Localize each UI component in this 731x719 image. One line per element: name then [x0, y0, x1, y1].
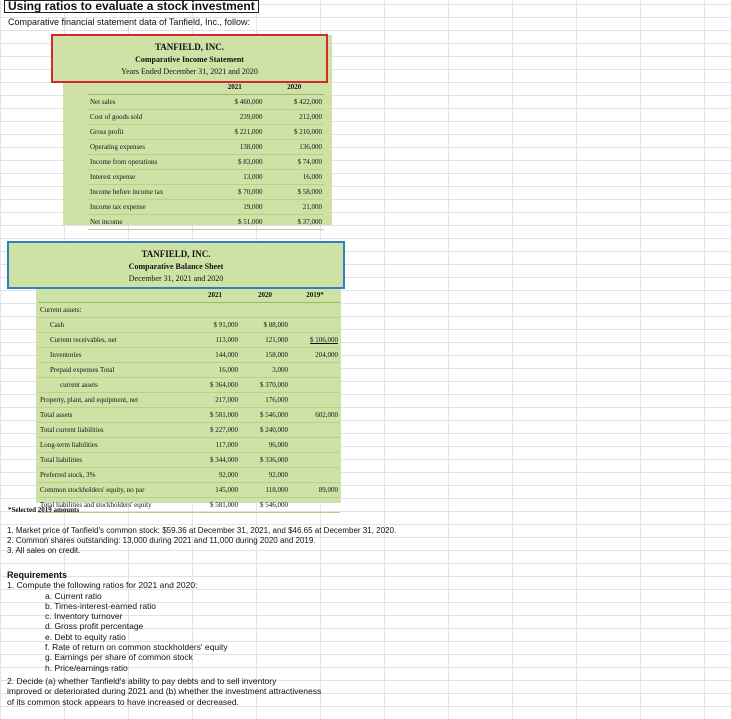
table-row: Gross profit $ 221,000 $ 210,000 [88, 125, 324, 140]
table-row: Preferred stock, 3% 92,000 92,000 [38, 468, 340, 483]
requirements [7, 570, 321, 707]
table-row: Income before income tax $ 70,000 $ 58,000 [88, 185, 324, 200]
is-company: TANFIELD, INC. [154, 42, 225, 52]
page-title: Using ratios to evaluate a stock investment [4, 0, 259, 13]
table-row: Total liabilities $ 344,000 $ 336,000 [38, 453, 340, 468]
bs-col-2020: 2020 [240, 288, 290, 303]
income-statement-table [88, 80, 324, 230]
list-item: e. Debt to equity ratio [45, 631, 126, 642]
table-row: Long-term liabilities 117,000 96,000 [38, 438, 340, 453]
list-item: c. Inventory turnover [45, 611, 123, 622]
table-row: Current assets: [38, 303, 340, 318]
list-item: b. Times-interest-earned ratio [45, 600, 157, 611]
is-col-2020: 2020 [264, 80, 324, 95]
list-item: f. Rate of return on common stockholders' equity [45, 642, 228, 653]
balance-sheet-header [7, 241, 345, 289]
bs-name: Comparative Balance Sheet [128, 262, 224, 271]
bs-company: TANFIELD, INC. [141, 249, 211, 259]
requirement-1: 1. Compute the following ratios for 2021 and 2020: [7, 580, 198, 591]
table-row: Property, plant, and equipment, net 217,000 176,000 [38, 393, 340, 408]
table-row: Inventories 144,000 158,000 204,000 [38, 348, 340, 363]
list-item: g. Earnings per share of common stock [45, 652, 193, 663]
is-period: Years Ended December 31, 2021 and 2020 [121, 67, 258, 76]
table-row: Net sales $ 460,000 $ 422,000 [88, 95, 324, 110]
list-item: d. Gross profit percentage [45, 621, 144, 632]
is-name: Comparative Income Statement [135, 55, 244, 64]
is-col-2021: 2021 [205, 80, 265, 95]
income-statement-header [51, 34, 328, 83]
table-row: Cost of goods sold 239,000 212,000 [88, 110, 324, 125]
list-item: a. Current ratio [45, 590, 102, 601]
balance-sheet-footnote: *Selected 2019 amounts [8, 506, 80, 514]
note-2: 2. Common shares outstanding: 13,000 during 2021 and 11,000 during 2020 and 2019. [7, 536, 316, 545]
table-row: Interest expense 13,000 16,000 [88, 170, 324, 185]
table-row: current assets $ 364,000 $ 370,000 [38, 378, 340, 393]
table-row: Income from operations $ 83,000 $ 74,000 [88, 155, 324, 170]
table-row: Total current liabilities $ 227,000 $ 240,000 [38, 423, 340, 438]
table-row: Total liabilities and stockholders' equity $ 581,000 $ 546,000 [38, 498, 340, 513]
requirements-heading: Requirements [7, 570, 68, 580]
table-row: Current receivables, net 113,000 121,000 $ 106,000 [38, 333, 340, 348]
bs-col-2019: 2019* [290, 288, 340, 303]
table-row: Common stockholders' equity, no par 145,000 118,000 89,000 [38, 483, 340, 498]
table-row: Total assets $ 581,000 $ 546,000 602,000 [38, 408, 340, 423]
table-row: Cash $ 91,000 $ 88,000 [38, 318, 340, 333]
intro-text: Comparative financial statement data of Tanfield, Inc., follow: [8, 17, 250, 27]
note-1: 1. Market price of Tanfield's common stock: $59.36 at December 31, 2021, and $46.65 at December 31, 2020. [7, 526, 397, 535]
requirement-2-line-3: of its common stock appears to have increased or decreased. [7, 696, 239, 707]
list-item: h. Price/earnings ratio [45, 662, 128, 673]
table-row: Income tax expense 19,000 21,000 [88, 200, 324, 215]
table-row: Prepaid expenses Total 16,000 3,000 [38, 363, 340, 378]
table-row: Net income $ 51,000 $ 37,000 [88, 215, 324, 230]
bs-period: December 31, 2021 and 2020 [128, 274, 224, 283]
notes [7, 526, 396, 556]
note-3: 3. All sales on credit. [7, 546, 81, 555]
requirement-2-line-2: improved or deteriorated during 2021 and (b) whether the investment attractiveness [7, 686, 322, 697]
table-row: Operating expenses 138,000 136,000 [88, 140, 324, 155]
bs-col-2021: 2021 [190, 288, 240, 303]
balance-sheet-table [38, 288, 340, 513]
requirement-2-line-1: 2. Decide (a) whether Tanfield's ability to pay debts and to sell inventory [7, 675, 277, 686]
